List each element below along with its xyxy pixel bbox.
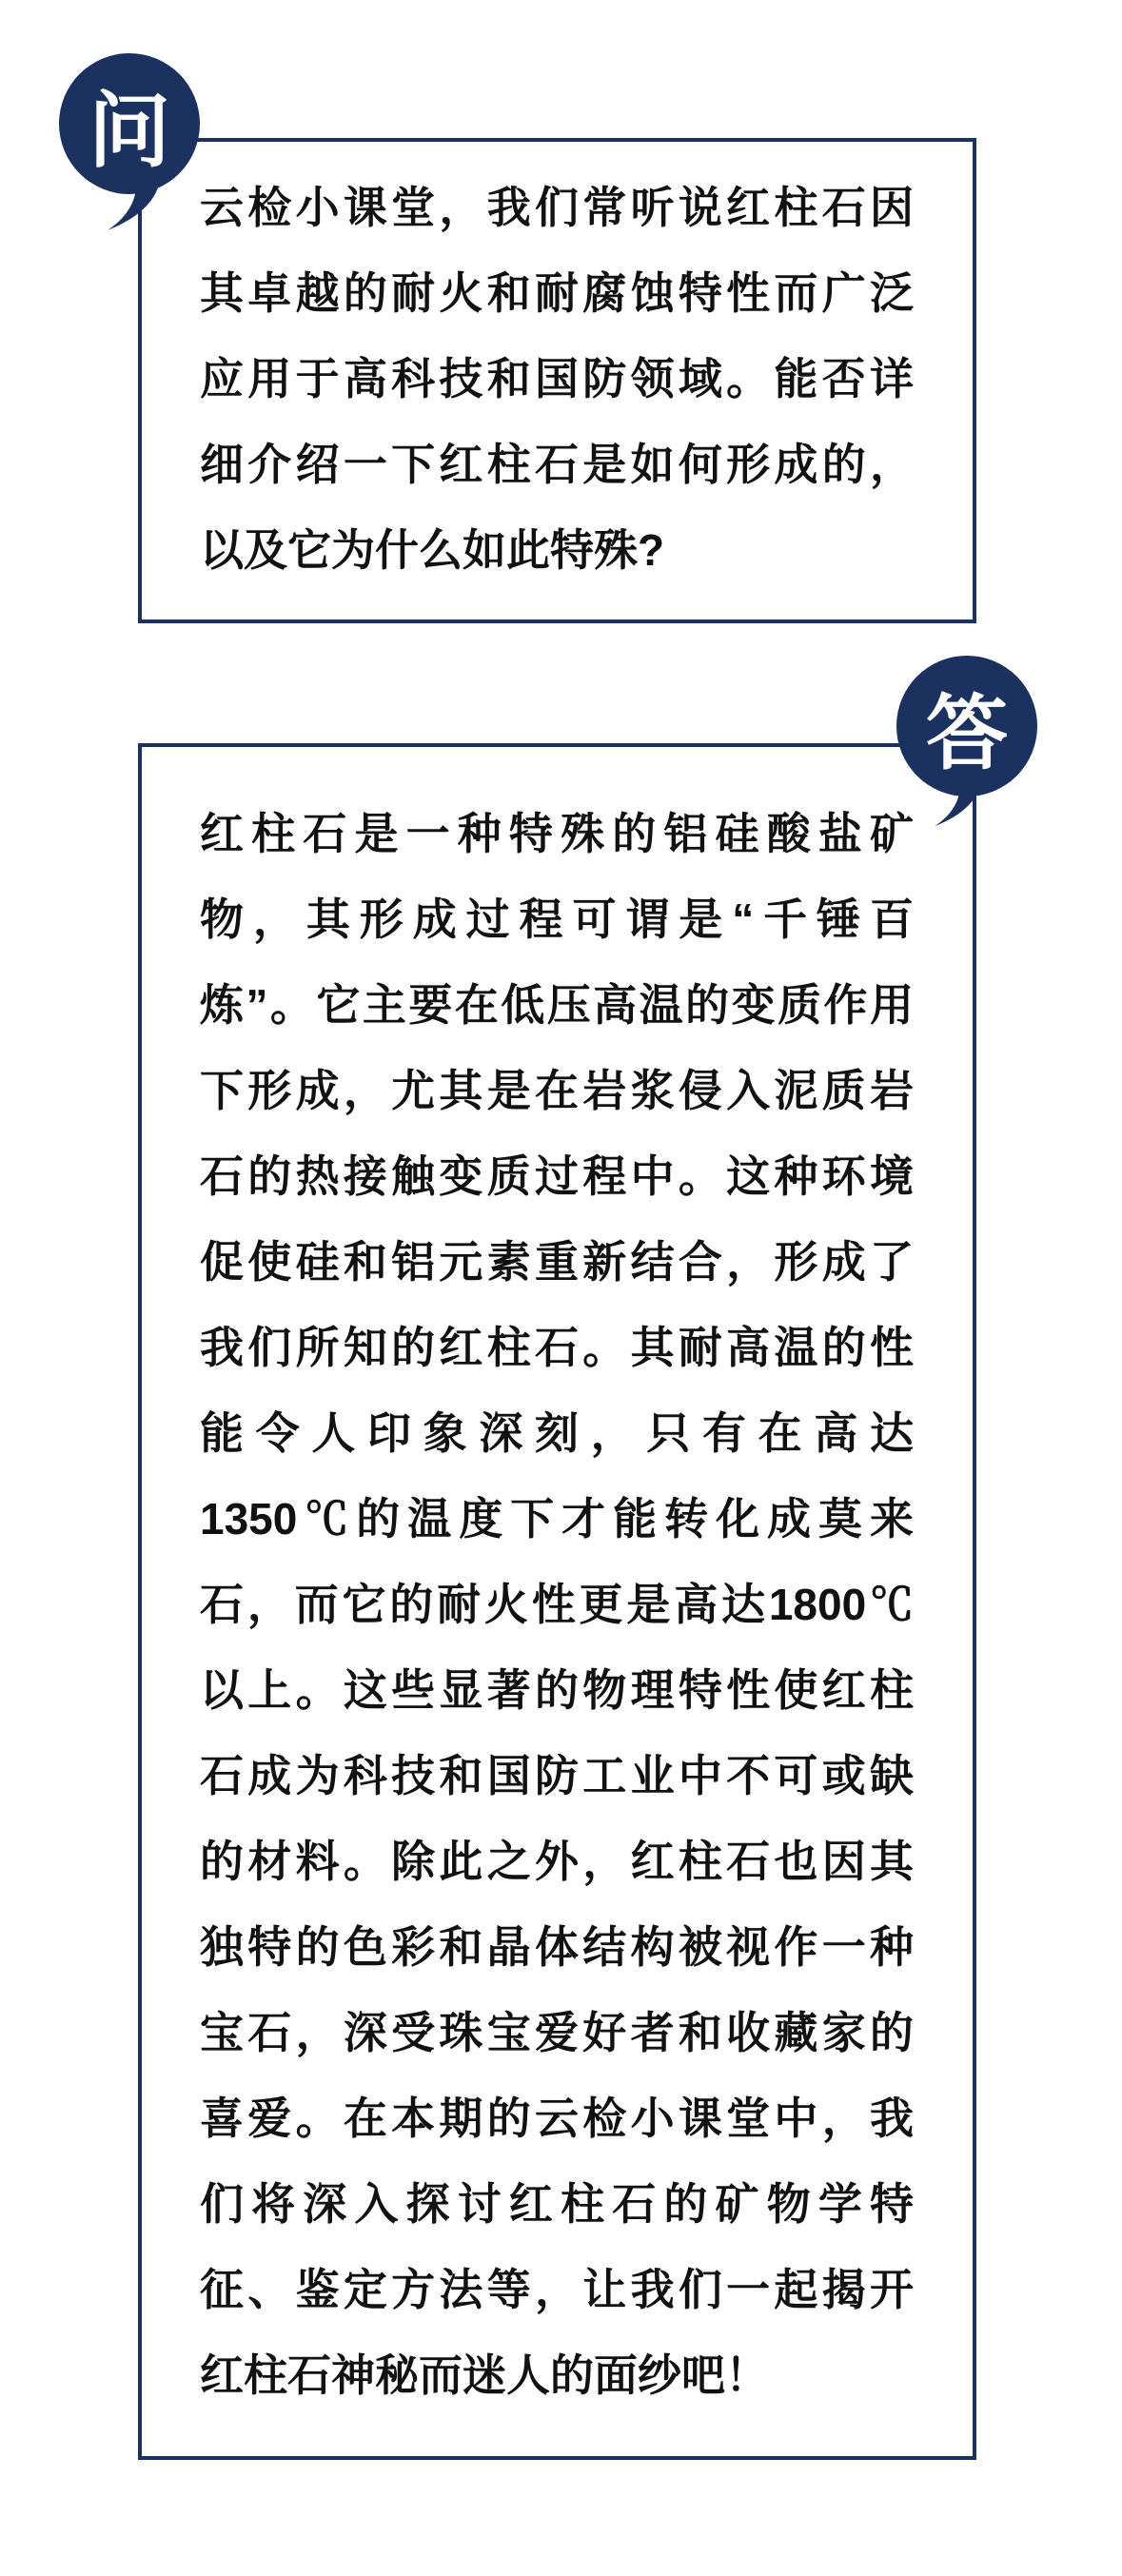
answer-line: 的材料。除此之外，红柱石也因其 bbox=[200, 1837, 914, 1886]
question-box bbox=[138, 138, 976, 623]
answer-box bbox=[138, 743, 976, 2460]
answer-bubble-label: 答 bbox=[926, 688, 1008, 779]
question-line: 其卓越的耐火和耐腐蚀特性而广泛 bbox=[200, 268, 914, 318]
question-bubble bbox=[59, 53, 200, 194]
answer-line: 1350℃的温度下才能转化成莫来 bbox=[200, 1494, 914, 1544]
question-text bbox=[200, 165, 914, 593]
answer-line: 促使硅和铝元素重新结合，形成了 bbox=[200, 1237, 914, 1287]
answer-line: 红柱石神秘而迷人的面纱吧！ bbox=[200, 2350, 769, 2400]
answer-text bbox=[200, 791, 914, 2418]
answer-line: 下形成，尤其是在岩浆侵入泥质岩 bbox=[200, 1066, 914, 1115]
answer-line: 石成为科技和国防工业中不可或缺 bbox=[200, 1751, 914, 1800]
question-bubble-label: 问 bbox=[89, 86, 170, 177]
answer-line: 我们所知的红柱石。其耐高温的性 bbox=[200, 1323, 914, 1372]
question-line: 云检小课堂，我们常听说红柱石因 bbox=[200, 183, 914, 232]
answer-line: 石，而它的耐火性更是高达1800℃ bbox=[200, 1580, 914, 1629]
answer-line: 宝石，深受珠宝爱好者和收藏家的 bbox=[200, 2008, 914, 2057]
question-line: 应用于高科技和国防领域。能否详 bbox=[200, 354, 914, 403]
answer-line: 独特的色彩和晶体结构被视作一种 bbox=[200, 1922, 914, 1972]
answer-line: 红柱石是一种特殊的铝硅酸盐矿 bbox=[200, 809, 914, 858]
question-line: 以及它为什么如此特殊? bbox=[200, 525, 665, 575]
answer-line: 喜爱。在本期的云检小课堂中，我 bbox=[200, 2094, 914, 2143]
question-line: 细介绍一下红柱石是如何形成的， bbox=[200, 440, 914, 489]
answer-line: 们将深入探讨红柱石的矿物学特 bbox=[200, 2179, 914, 2229]
answer-line: 炼”。它主要在低压高温的变质作用 bbox=[200, 980, 914, 1030]
answer-line: 石的热接触变质过程中。这种环境 bbox=[200, 1151, 914, 1201]
answer-line: 物，其形成过程可谓是“千锤百 bbox=[200, 895, 914, 944]
answer-line: 能令人印象深刻，只有在高达 bbox=[200, 1408, 914, 1458]
answer-line: 征、鉴定方法等，让我们一起揭开 bbox=[200, 2265, 914, 2314]
answer-line: 以上。这些显著的物理特性使红柱 bbox=[200, 1665, 914, 1715]
answer-bubble bbox=[896, 656, 1037, 796]
